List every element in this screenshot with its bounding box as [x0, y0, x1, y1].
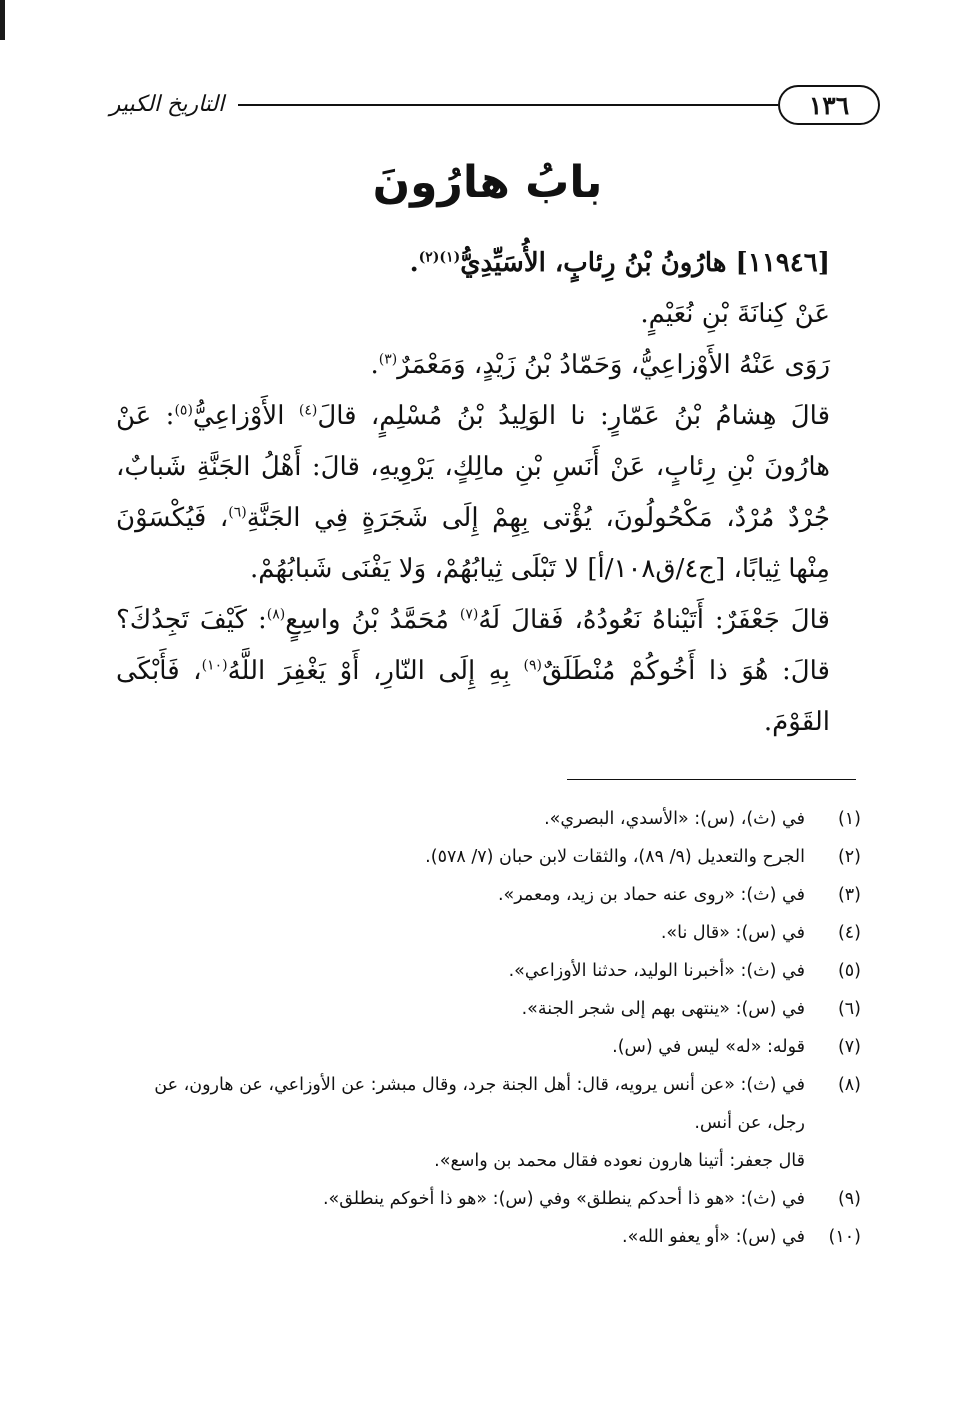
footnote-separator	[567, 779, 856, 780]
hadith-text-2: الأَوْزاعِيُّ	[192, 401, 299, 431]
footnote-text: في (س): «أو يعفو الله».	[622, 1227, 805, 1247]
footnote-item	[116, 914, 861, 952]
jafar-text-4: بِهِ إِلَى النّارِ، أَوْ يَغْفِرَ اللَّهُ	[227, 656, 524, 686]
footnote-text: في (ث): «هو ذا أحدكم ينطلق» وفي (س): «هو ذا أخوكم ينطلق».	[322, 1189, 805, 1209]
footnote-ref-4: (٤)	[298, 402, 318, 419]
narrators-text: رَوَى عَنْهُ الأَوْزاعِيُّ، وَحَمّادُ بْنُ زَيْدٍ، وَمَعْمَرٌ	[397, 350, 830, 380]
footnote-ref-6: (٦)	[228, 504, 247, 521]
footnote-text: قوله: «له» ليس في (س).	[612, 1037, 805, 1057]
footnote-item	[116, 1180, 861, 1218]
footnote-text: في (س): «ينتهى بهم إلى شجر الجنة».	[521, 999, 805, 1019]
footnote-ref-3: (٣)	[378, 351, 398, 368]
footnote-number: (١٠)	[828, 1227, 861, 1247]
narrated-from-line: عَنْ كِنانَةَ بْنِ نُعَيْمٍ.	[640, 299, 830, 329]
footnote-number: (٧)	[837, 1037, 861, 1057]
footnote-item	[116, 952, 861, 990]
footnote-item	[116, 1066, 861, 1142]
page-number: ١٣٦	[778, 85, 880, 125]
footnote-text: الجرح والتعديل (٩/ ٨٩)، والثقات لابن حبان (٧/ ٥٧٨).	[425, 847, 805, 867]
jafar-text-5: ، فَأَبْكَى القَوْمَ.	[116, 656, 830, 737]
hadith-paragraph	[116, 391, 830, 595]
footnote-text: في (س): «قال نا».	[660, 923, 805, 943]
footnote-text: في (ث): «أخبرنا الوليد، حدثنا الأوزاعي».	[508, 961, 805, 981]
jafar-text-1: قالَ جَعْفَرٌ: أَتَيْناهُ نَعُودُهُ، فَقالَ لَهُ	[478, 605, 830, 635]
header-rule	[238, 104, 778, 106]
footnote-ref-10: (١٠)	[201, 657, 228, 674]
jafar-text-2: مُحَمَّدُ بْنُ واسِعٍ	[285, 605, 460, 635]
footnote-item	[116, 990, 861, 1028]
footnote-number: (٦)	[837, 999, 861, 1019]
footnotes	[116, 800, 861, 1256]
footnote-item	[116, 800, 861, 838]
footnote-number: (١)	[837, 809, 861, 829]
chapter-title: بابُ هارُونَ	[372, 157, 603, 208]
footnote-ref-9: (٩)	[523, 657, 542, 674]
main-text	[116, 238, 830, 748]
hadith-text-1: قالَ هِشامُ بْنُ عَمّارٍ: نا الوَلِيدُ بْنُ مُسْلِمٍ، قالَ	[317, 401, 830, 431]
footnote-number: (٨)	[837, 1075, 861, 1095]
page-edge-mark	[0, 0, 5, 40]
footnote-item	[116, 876, 861, 914]
footnote-number: (٥)	[837, 961, 861, 981]
footnote-item	[116, 838, 861, 876]
narrators-line	[116, 340, 830, 391]
footnote-number: (٩)	[837, 1189, 861, 1209]
footnote-continuation: قال جعفر: أتينا هارون نعوده فقال محمد بن واسع».	[434, 1151, 805, 1171]
entry-name: هارُونُ بْنُ رِئابٍ، الأُسَيِّدِيُّ	[460, 248, 727, 278]
footnote-text: في (ث)، (س): «الأسدي، البصري».	[544, 809, 805, 829]
hadith-text-3: : عَنْ هارُونَ بْنِ رِئابٍ، عَنْ أَنَسِ بْنِ مالِكٍ، يَرْوِيهِ، قالَ: أَهْلُ الجَنَّةِ شَبابٌ، جُرْدٌ مُرْدٌ، مَكْحُولُونَ، يُؤْتى بِهِمْ إِلَى شَجَرَةٍ فِي الجَنَّةِ	[116, 401, 830, 533]
hadith-text-4: ، فَيُكْسَوْنَ مِنْها ثِيابًا، [ج٤/ق١٠٨/أ] لا تَبْلَى ثِيابُهُمْ، وَلا يَفْنَى شَبابُهُمْ.	[116, 503, 830, 584]
footnote-item	[116, 1218, 861, 1256]
entry-footnote-refs: (١)(٢)	[418, 249, 461, 266]
jafar-text-3: : كَيْفَ تَجِدُكَ؟ قالَ: هُوَ ذا أَخُوكُمْ مُنْطَلَقٌ	[116, 605, 830, 686]
footnote-ref-7: (٧)	[459, 606, 479, 623]
narrators-end: .	[370, 350, 379, 380]
footnote-text: في (ث): «عن أنس يرويه، قال: أهل الجنة جرد، وقال مبشر: عن الأوزاعي، عن هارون، عن رجل، عن أنس.	[154, 1075, 805, 1133]
footnote-number: (٢)	[837, 847, 861, 867]
footnote-item	[116, 1028, 861, 1066]
footnote-number: (٤)	[837, 923, 861, 943]
footnote-ref-8: (٨)	[266, 606, 286, 623]
footnote-number: (٣)	[837, 885, 861, 905]
running-title: التاريخ الكبير	[109, 92, 225, 117]
entry-heading: [١١٩٤٦] هارُونُ بْنُ رِئابٍ، الأُسَيِّدِيُّ$^{(١)(٢)}$.	[409, 248, 830, 278]
entry-number: [١١٩٤٦]	[735, 248, 830, 278]
footnote-ref-5: (٥)	[174, 402, 193, 419]
footnote-text: في (ث): «روى عنه حماد بن زيد، ومعمر».	[497, 885, 805, 905]
jafar-paragraph	[116, 595, 830, 748]
